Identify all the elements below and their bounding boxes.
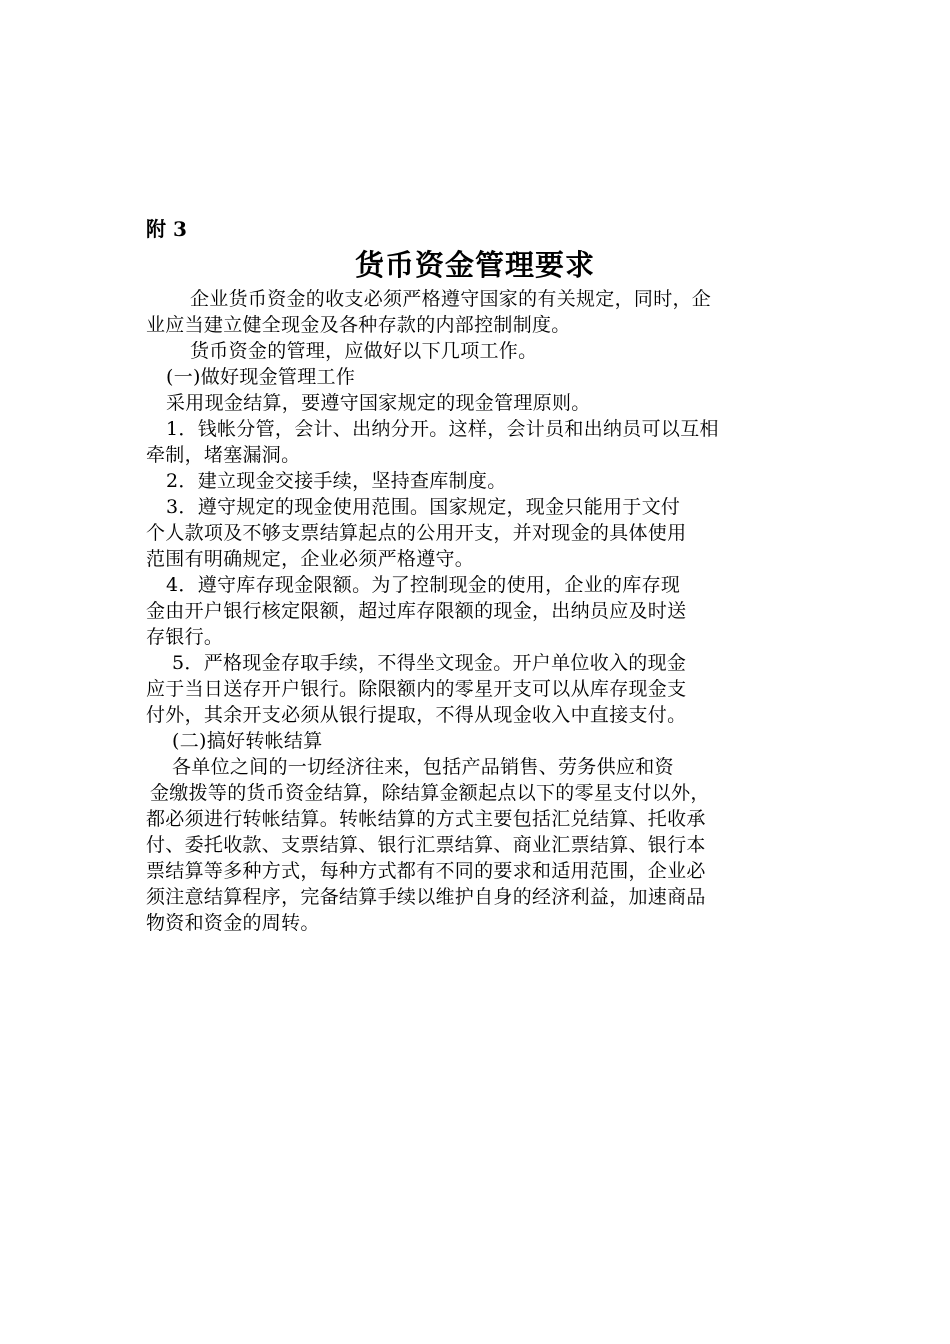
list-item-line: 3．遵守规定的现金使用范围。国家规定，现金只能用于文付 xyxy=(166,496,681,518)
list-item-line: 牵制，堵塞漏洞。 xyxy=(146,444,301,466)
paragraph-line: 付、委托收款、支票结算、银行汇票结算、商业汇票结算、银行本 xyxy=(146,834,706,856)
section-heading: (一)做好现金管理工作 xyxy=(166,366,356,388)
document-title: 货币资金管理要求 xyxy=(354,248,595,282)
paragraph-line: 企业货币资金的收支必须严格遵守国家的有关规定，同时，企 xyxy=(190,288,712,310)
paragraph-line: 须注意结算程序，完备结算手续以维护自身的经济利益，加速商品 xyxy=(146,886,706,908)
list-item-line: 1．钱帐分管，会计、出纳分开。这样，会计员和出纳员可以互相 xyxy=(166,418,719,440)
list-item-line: 存银行。 xyxy=(146,626,224,648)
paragraph-line: 货币资金的管理，应做好以下几项工作。 xyxy=(190,340,538,362)
list-item-line: 4．遵守库存现金限额。为了控制现金的使用，企业的库存现 xyxy=(166,574,681,596)
paragraph-line: 各单位之间的一切经济往来，包括产品销售、劳务供应和资 xyxy=(172,756,674,778)
paragraph-line: 物资和资金的周转。 xyxy=(146,912,320,934)
list-item-line: 范围有明确规定，企业必须严格遵守。 xyxy=(146,548,475,570)
paragraph-line: 金缴拨等的货币资金结算，除结算金额起点以下的零星支付以外， xyxy=(150,782,710,804)
list-item-line: 2．建立现金交接手续，坚持查库制度。 xyxy=(166,470,507,492)
appendix-label: 附 3 xyxy=(146,217,187,241)
list-item-line: 应于当日送存开户银行。除限额内的零星开支可以从库存现金支 xyxy=(146,678,687,700)
section-heading: (二)搞好转帐结算 xyxy=(172,730,323,752)
list-item-line: 5．严格现金存取手续，不得坐文现金。开户单位收入的现金 xyxy=(172,652,687,674)
paragraph-line: 票结算等多种方式，每种方式都有不同的要求和适用范围，企业必 xyxy=(146,860,706,882)
list-item-line: 金由开户银行核定限额，超过库存限额的现金，出纳员应及时送 xyxy=(146,600,687,622)
paragraph-line: 采用现金结算，要遵守国家规定的现金管理原则。 xyxy=(166,392,591,414)
list-item-line: 个人款项及不够支票结算起点的公用开支，并对现金的具体使用 xyxy=(146,522,687,544)
paragraph-line: 都必须进行转帐结算。转帐结算的方式主要包括汇兑结算、托收承 xyxy=(146,808,706,830)
paragraph-line: 业应当建立健全现金及各种存款的内部控制制度。 xyxy=(146,314,571,336)
list-item-line: 付外，其余开支必须从银行提取，不得从现金收入中直接支付。 xyxy=(146,704,687,726)
